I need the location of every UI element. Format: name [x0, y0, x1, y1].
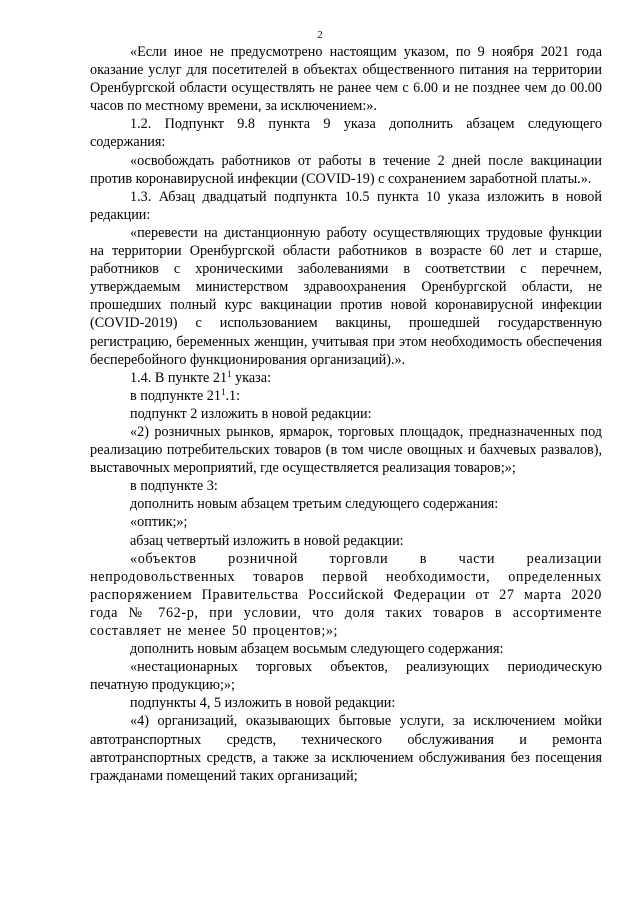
- paragraph-retail-objects: «объектов розничной торговли в части реализации непродовольственных товаров первой необходимости, определенных распоряжением Правительства Российской Федерации от 27 марта 2020 года № 762-р, при условии, что доля таких товаров в ассортименте составляет не менее 50 процентов;»;: [90, 550, 602, 639]
- text-fragment: указа:: [231, 369, 272, 386]
- paragraph-item-1-3: 1.3. Абзац двадцатый подпункта 10.5 пункта 10 указа изложить в новой редакции:: [90, 188, 602, 223]
- paragraph-subitem-21-1: [90, 387, 602, 405]
- paragraph-consumer-services: «4) организаций, оказывающих бытовые услуги, за исключением мойки автотранспортных средств, технического обслуживания и ремонта автотранспортных средств, а также за исключением обслуживания без посещения гражданами помещений таких организаций;: [90, 713, 602, 784]
- paragraph-item-1-2: 1.2. Подпункт 9.8 пункта 9 указа дополнить абзацем следующего содержания:: [90, 116, 602, 151]
- paragraph-subitem-2-edit: подпункт 2 изложить в новой редакции:: [130, 405, 372, 422]
- text-fragment: 1.4. В пункте 21: [130, 369, 228, 386]
- superscript: 1: [220, 386, 226, 397]
- paragraph-remote-work: «перевести на дистанционную работу осуществляющих трудовые функции на территории Оренбургской области работников в возрасте 60 лет и старше, работников с хроническими заболеваниями в соответствии с перечнем, утверждаемым министерством здравоохранения Оренбургской области, не прошедших полный курс вакцинации против новой коронавирусной инфекции (COVID-2019) с использованием вакцины, прошедшей государственную регистрацию, беременных женщин, учитывая при этом необходимость обеспечения бесперебойного функционирования организаций).».: [90, 224, 602, 368]
- paragraph-subitem-3: в подпункте 3:: [130, 478, 218, 495]
- text-fragment: в подпункте 21: [130, 387, 221, 404]
- document-body: [90, 43, 602, 785]
- paragraph-markets: «2) розничных рынков, ярмарок, торговых площадок, предназначенных под реализацию потребительских товаров (в том числе овощных и бахчевых развалов), выставочных мероприятий, где осуществляется реализация товаров;»;: [90, 423, 602, 477]
- page-number: 2: [317, 29, 323, 41]
- paragraph-covid-catering-hours: «Если иное не предусмотрено настоящим указом, по 9 ноября 2021 года оказание услуг для посетителей в объектах общественного питания на территории Оренбургской области осуществлять не ранее чем с 6.00 и не позднее чем до 00.00 часов по местному времени, за исключением:».: [90, 44, 602, 115]
- paragraph-subitems-4-5: подпункты 4, 5 изложить в новой редакции:: [130, 695, 396, 712]
- superscript: 1: [227, 368, 232, 379]
- paragraph-optics: «оптик;»;: [130, 514, 188, 531]
- paragraph-press-kiosks: «нестационарных торговых объектов, реализующих периодическую печатную продукцию;»;: [90, 659, 602, 694]
- paragraph-add-eighth-abzac: дополнить новым абзацем восьмым следующего содержания:: [130, 641, 504, 658]
- text-fragment: .1:: [225, 387, 241, 404]
- paragraph-fourth-abzac: абзац четвертый изложить в новой редакции:: [130, 532, 404, 549]
- paragraph-add-third-abzac: дополнить новым абзацем третьим следующего содержания:: [130, 496, 499, 513]
- paragraph-vaccination-leave: «освобождать работников от работы в течение 2 дней после вакцинации против коронавирусной инфекции (COVID-19) с сохранением заработной платы.».: [90, 152, 602, 187]
- paragraph-item-1-4: [90, 369, 602, 387]
